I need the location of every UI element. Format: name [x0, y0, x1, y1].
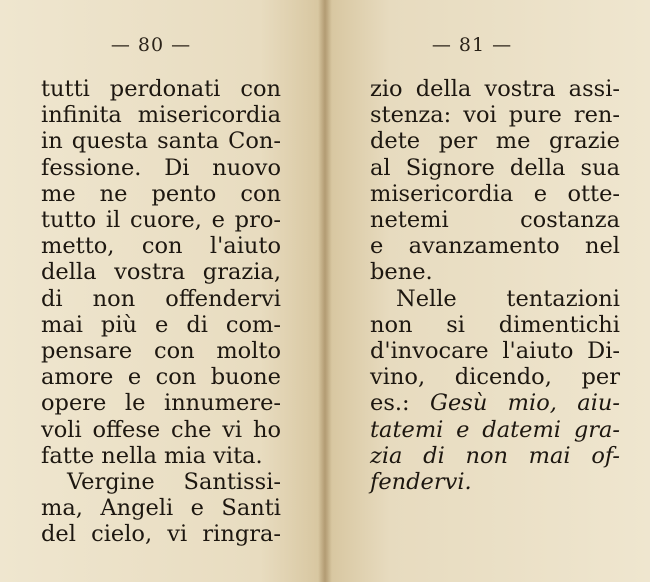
text-line: opere le innumere-: [41, 390, 281, 417]
text-line: netemi costanza: [370, 207, 620, 234]
text-line: dete per me grazie: [370, 128, 620, 155]
text-line: zio della vostra assi-: [370, 76, 620, 102]
page-number-left: — 80 —: [110, 34, 192, 56]
text-line: misericordia e otte-: [370, 180, 620, 207]
text-line: vino, dicendo, per: [370, 364, 620, 391]
text-line: amore e con buone: [41, 364, 281, 391]
text-line-italic: fendervi.: [370, 469, 472, 496]
right-page-text: [370, 76, 620, 495]
text-line: non si dimentichi: [370, 311, 620, 338]
text-line: del cielo, vi ringra-: [41, 521, 281, 548]
text-line: fatte nella mia vita.: [41, 442, 263, 469]
text-line-mixed: [370, 390, 620, 416]
text-line: d'invocare l'aiuto Di-: [370, 338, 620, 365]
text-line: ma, Angeli e Santi: [41, 495, 281, 522]
text-italic: Gesù mio, aiu-: [429, 390, 620, 417]
left-page-text: [41, 76, 281, 548]
text-line-italic: tatemi e datemi gra-: [370, 416, 620, 443]
text-line: in questa santa Con-: [41, 128, 281, 155]
text-line: metto, con l'aiuto: [41, 233, 281, 260]
text-line: Vergine Santissi-: [67, 469, 281, 496]
text-roman: es.:: [370, 390, 410, 417]
text-line: pensare con molto: [41, 338, 281, 365]
text-line: Nelle tentazioni: [396, 285, 620, 312]
left-page: [0, 0, 322, 582]
text-line: tutti perdonati con: [41, 76, 281, 102]
text-line: tutto il cuore, e pro-: [41, 207, 281, 234]
text-line: stenza: voi pure ren-: [370, 102, 620, 129]
text-line: e avanzamento nel: [370, 233, 620, 260]
right-page: [330, 0, 650, 582]
text-line: mai più e di com-: [41, 311, 281, 338]
text-line: della vostra grazia,: [41, 259, 281, 286]
text-line: al Signore della sua: [370, 154, 620, 181]
text-line: di non offendervi: [41, 285, 281, 312]
text-line: infinita misericordia: [41, 102, 281, 129]
page-number-right: — 81 —: [431, 34, 513, 56]
text-line-italic: zia di non mai of-: [370, 442, 620, 469]
text-line: me ne pento con: [41, 180, 281, 207]
text-line: fessione. Di nuovo: [41, 154, 281, 181]
text-line: bene.: [370, 259, 433, 286]
text-line: voli offese che vi ho: [41, 416, 281, 443]
